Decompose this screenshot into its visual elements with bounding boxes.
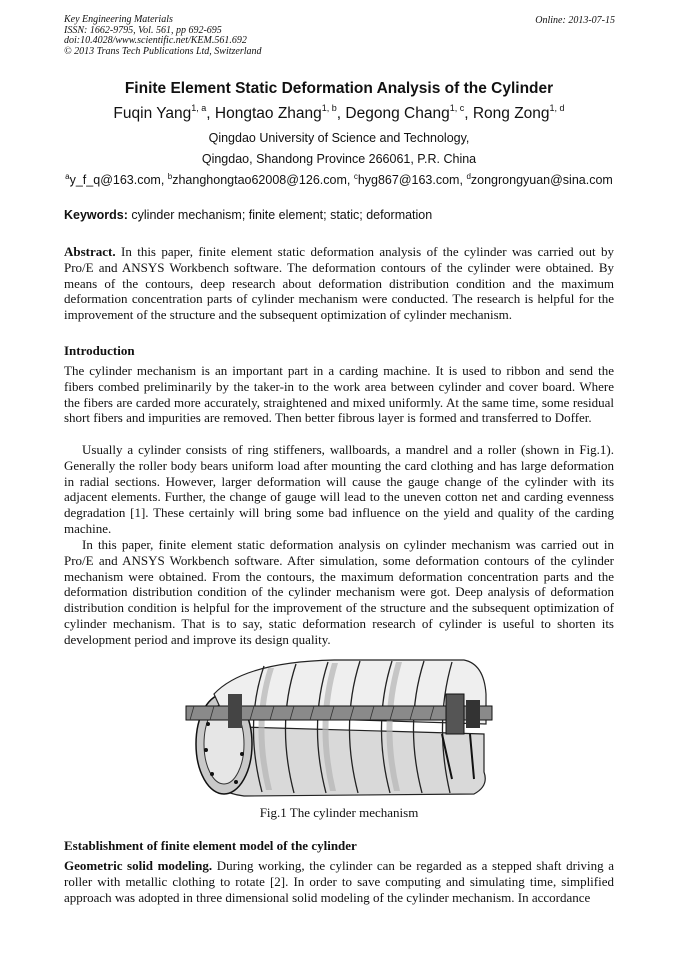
keywords-text: cylinder mechanism; finite element; static; deformation bbox=[131, 208, 433, 222]
email-mark: a bbox=[65, 172, 70, 181]
email-address: zongrongyuan@sina.com bbox=[470, 173, 613, 187]
section-heading-fe-model: Establishment of finite element model of the cylinder bbox=[64, 838, 357, 853]
intro-paragraph-1: The cylinder mechanism is an important part in a carding machine. It is used to ribbon and send the fibers combed preliminarily by the taker-in to the work area between cylinder and cover board. Where the fibers are carded more accurately, straightened and mixed uniformly. At the same time, some residual short fibers and impurities are removed. Then better fibrous layer is formed and transferred to Doffer. bbox=[64, 363, 614, 426]
paper-title: Finite Element Static Deformation Analysis of the Cylinder bbox=[124, 80, 554, 97]
author-name: Degong Chang bbox=[345, 105, 450, 122]
intro-paragraph-2-text: Usually a cylinder consists of ring stiffeners, wallboards, a mandrel and a roller (shown in Fig.1). Generally the roller body bears uniform load after mounting the card clothing and has large deformation in radial sections. However, larger deformation will cause the gauge change of the cylinder with its adjacent elements. Further, the change of gauge will lead to the uneven cotton net and carding evenness degradation [1]. These certainly will bring some bad influence on the yield and quality of the carding machine. bbox=[64, 442, 614, 536]
email-mark: c bbox=[353, 172, 358, 181]
section-heading-introduction: Introduction bbox=[64, 343, 135, 358]
email-mark: b bbox=[167, 172, 173, 181]
section2-text: During working, the cylinder can be regarded as a stepped shaft driving a roller with metallic clothing to rotate [2]. In order to save computing and simulating time, simplified approach was adopted in three dimensional solid modeling of the cylinder mechanism. In accordance bbox=[64, 858, 614, 905]
doi-line: doi:10.4028/www.scientific.net/KEM.561.692 bbox=[64, 35, 247, 46]
intro-paragraph-2 bbox=[64, 442, 614, 537]
intro-paragraph-3-text: In this paper, finite element static deformation analysis on cylinder mechanism was carried out in Pro/E and ANSYS Workbench software. After simulation, some deformation contours of the cylinder mechanism were obtained. From the contours, the maximum deformation concentration parts and the deformation distribution condition of the cylinder mechanism were got. Deep analysis of deformation distribution condition is helpful for the improvement of the structure and the subsequent optimization of cylinder mechanism. That is to say, static deformation research of cylinder is useful to shorten its development period and improve its design quality. bbox=[64, 537, 614, 647]
author-name: Hongtao Zhang bbox=[214, 105, 322, 122]
author-emails: $^a$y_f_q@163.com, $^b$zhanghongtao62008@126.com, $^c$hyg867@163.com, $^d$zongrongyuan@sina.com bbox=[65, 172, 613, 187]
section2-paragraph bbox=[64, 858, 614, 905]
author-affiliation-mark: 1, a bbox=[191, 103, 207, 113]
author-affiliation-mark: 1, d bbox=[549, 103, 565, 113]
journal-metadata bbox=[64, 15, 262, 57]
email-mark: d bbox=[466, 172, 471, 181]
abstract-label: Abstract. bbox=[64, 244, 116, 259]
author-affiliation-mark: 1, c bbox=[449, 103, 465, 113]
subsection-label: Geometric solid modeling. bbox=[64, 858, 213, 873]
email-address: zhanghongtao62008@126.com bbox=[172, 173, 347, 187]
email-address: y_f_q@163.com bbox=[69, 173, 161, 187]
copyright-line: © 2013 Trans Tech Publications Ltd, Switzerland bbox=[64, 45, 262, 57]
author-list: Fuqin Yang$^{1, a}$, Hongtao Zhang$^{1, b}$, Degong Chang$^{1, c}$, Rong Zong$^{1, d}$ bbox=[113, 103, 565, 122]
affiliation-line-2: Qingdao, Shandong Province 266061, P.R. China bbox=[201, 152, 477, 166]
affiliation-line-1: Qingdao University of Science and Technology, bbox=[208, 131, 470, 145]
keywords bbox=[64, 208, 432, 222]
journal-name: Key Engineering Materials bbox=[64, 14, 173, 25]
intro-paragraph-3 bbox=[64, 537, 614, 648]
figure-caption: Fig.1 The cylinder mechanism bbox=[259, 805, 419, 820]
keywords-label: Keywords: bbox=[64, 208, 128, 222]
abstract-text: In this paper, finite element static deformation analysis of the cylinder was carried out by Pro/E and ANSYS Workbench software. The deformation contours of the cylinder were obtained. By means of the contours, deep research about deformation distribution condition and the maximum deformation concentration parts of cylinder mechanism were conducted. The research is helpful for the improvement of the structure and the subsequent optimization of cylinder mechanism. bbox=[64, 244, 615, 323]
online-date: Online: 2013-07-15 bbox=[535, 15, 615, 26]
author-name: Rong Zong bbox=[472, 105, 550, 122]
abstract bbox=[64, 244, 614, 323]
issn-line: ISSN: 1662-9795, Vol. 561, pp 692-695 bbox=[64, 24, 222, 36]
author-affiliation-mark: 1, b bbox=[321, 103, 337, 113]
cylinder-mechanism-figure bbox=[184, 654, 494, 802]
email-address: hyg867@163.com bbox=[357, 173, 460, 187]
author-name: Fuqin Yang bbox=[113, 105, 192, 122]
